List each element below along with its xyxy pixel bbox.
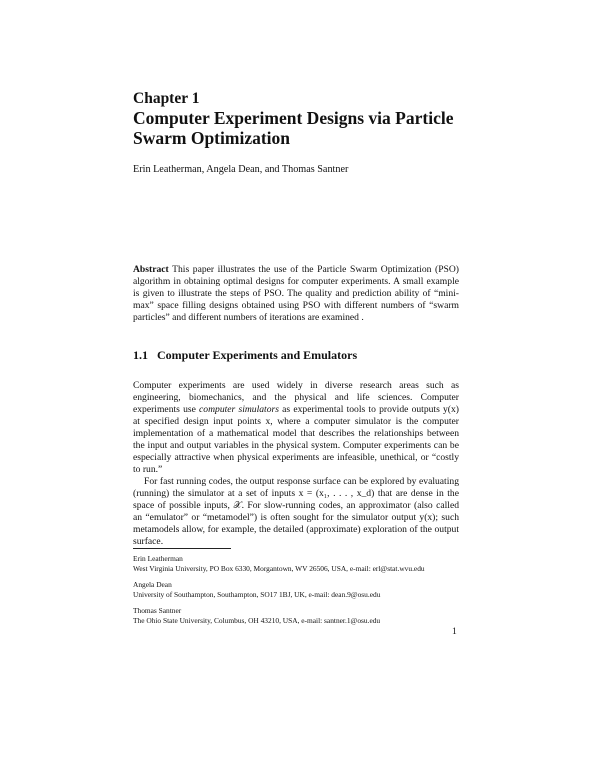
abstract	[133, 264, 459, 324]
paragraph-1-part1: Computer experiments are used widely in diverse research areas such as engineering, biomechanics, and the physical and life sciences. Computer experiments use	[133, 380, 459, 415]
chapter-title: Computer Experiment Designs via Particle Swarm Optimization	[133, 108, 454, 148]
footnote-affiliation: The Ohio State University, Columbus, OH 43210, USA, e-mail: santner.1@osu.edu	[133, 616, 381, 625]
page-number: 1	[452, 626, 457, 637]
footnote-affiliation: University of Southampton, Southampton, SO17 1BJ, UK, e-mail: dean.9@osu.edu	[133, 590, 381, 599]
body-text	[133, 380, 459, 548]
author-list: Erin Leatherman, Angela Dean, and Thomas Santner	[133, 164, 349, 175]
footnotes	[133, 554, 463, 632]
footnote	[133, 606, 463, 626]
section-heading	[133, 348, 357, 363]
abstract-label: Abstract	[133, 264, 169, 275]
paragraph-2: For fast running codes, the output response surface can be explored by evaluating (running) the simulator at a set of inputs x = (x₁, . . . , x_d) that are dense in the space of possible inputs, 𝒳. For slow-running codes, an approximator (also called an “emulator” or “metamodel”) is often sought for the simulator output y(x); such metamodels allow, for example, the detailed (approximate) exploration of the output surface.	[133, 476, 459, 547]
section-number: 1.1	[133, 348, 148, 362]
abstract-text: This paper illustrates the use of the Particle Swarm Optimization (PSO) algorithm in obtaining optimal designs for computer experiments. A small example is given to illustrate the steps of PSO. The quality and prediction ability of “mini-max” space filling designs obtained using PSO with different numbers of “swarm particles” and different numbers of iterations are examined .	[133, 264, 459, 323]
paragraph-1	[133, 380, 459, 476]
footnote-rule	[133, 548, 231, 549]
footnote-author: Erin Leatherman	[133, 554, 183, 563]
footnote	[133, 580, 463, 600]
footnote	[133, 554, 463, 574]
section-title: Computer Experiments and Emulators	[157, 348, 358, 362]
paragraph-1-part2: as experimental tools to provide outputs y(x) at specified design input points x, where a computer simulator is the computer implementation of a mathematical model that describes the relationships between the input and output variables in the physical system. Computer experiments can be especially attractive when physical experiments are infeasible, unethical, or “costly to run.”	[133, 404, 459, 475]
chapter-label: Chapter 1	[133, 90, 200, 107]
footnote-author: Angela Dean	[133, 580, 172, 589]
emphasis-computer-simulators: computer simulators	[199, 404, 279, 415]
footnote-affiliation: West Virginia University, PO Box 6330, Morgantown, WV 26506, USA, e-mail: erl@stat.wvu.edu	[133, 564, 425, 573]
footnote-author: Thomas Santner	[133, 606, 182, 615]
